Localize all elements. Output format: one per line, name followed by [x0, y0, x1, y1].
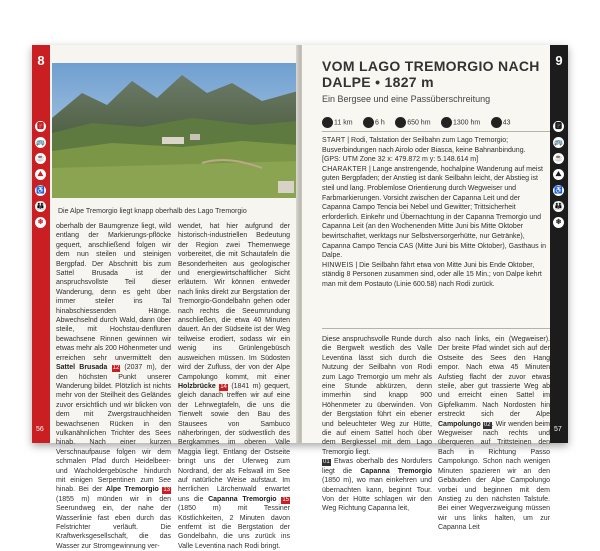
- info-character: CHARAKTER | Lange anstrengende, hochalpine Wanderung auf meist guten Bergpfaden; der Anstieg ist dank Seilbahn leicht, der Abstieg ist steil und lang. Problemlose Orientierung durch Wegweiser und Farbmarkierungen. Vorsicht zwischen der Capanna Leit und der Capanna Campo Tencia bei Nebel und Gewitter; Trittsicherheit erforderlich. Einkehr und Übernachtung in der Capanna Tremorgio und Capanna Leit (an den Wochenenden Mitte Juni bis Mitte Oktober bewirtschaftet, werktags nur Selbstversorgerhütte, nur Getränke), Capanna Campo Tencia CAS (Mitte Juni bis Mitte Oktober), Gasthaus in Dalpe.: [322, 165, 546, 260]
- info-start: START | Rodi, Talstation der Seilbahn zum Lago Tremorgio; Busverbindungen nach Airolo oder Biasca, keine Bahnanbindung.: [322, 137, 526, 154]
- text-column-2: [178, 222, 290, 551]
- waypoint-badge: 02: [483, 421, 491, 428]
- cafe-icon: ☕: [554, 155, 563, 162]
- bus-icon: 🚌: [36, 139, 45, 146]
- paragraph: (1850 m) mit Tessiner Köstlichkeiten, 2 Minuten davon entfernt ist die Bergstation der Gondelbahn, die uns zurück ins Valle Leventina nach Rodi bringt.: [178, 505, 290, 550]
- left-page: [32, 45, 298, 550]
- route-stats: [322, 111, 517, 125]
- landscape-photo: [52, 63, 298, 198]
- photo-caption: Die Alpe Tremorgio liegt knapp oberhalb des Lago Tremorgio: [58, 208, 247, 215]
- paragraph: (1841 m) gequert, gleich danach treffen wir auf eine der Lehrwegtafeln, die uns die Tierwelt sowie den Bau des Stausees von Sambuco näherbringen, der südwestlich des Bergkammes im oberen Valle Maggia liegt. Entlang der Ostseite bringt uns der Uferweg zum Nordrand, der als Felswall im See auf natürliche Weise aufstaut. Im herrlichen Lärchenwald erwartet uns die: [178, 382, 290, 503]
- distance-icon: [322, 117, 333, 128]
- accessibility-icon: ♿: [36, 187, 45, 194]
- waypoint-badge: 13: [163, 487, 171, 494]
- chapter-number: 9: [555, 53, 563, 68]
- open-book: [32, 45, 568, 550]
- mountain-icon: ⛰: [35, 169, 46, 180]
- chapter-tab-left: [32, 45, 50, 443]
- right-page: [302, 45, 568, 532]
- route-title: VOM LAGO TREMORGIO NACH DALPE • 1827 m: [322, 58, 540, 90]
- duration-stat: 6 h: [363, 117, 385, 128]
- text-column-2: [438, 335, 550, 533]
- map-icon: [491, 117, 502, 128]
- ascent-stat: 650 hm: [395, 117, 430, 128]
- map-ref-stat: 43: [491, 117, 511, 128]
- waypoint-badge: 14: [220, 383, 227, 390]
- paragraph: oberhalb der Baumgrenze liegt, wild entlang der Markierungs-pflöcke gequert, anschließend folgen wir dem nun steilen und steinigen Bergpfad. Der Abschnitt bis zum Sattel Brusada ist der anspruchsvollste Teil dieser Wanderung, denn es geht über immer steiler ins Tal hinabschiessenden Hänge. Abwechselnd durch Wald, dann über steile, mit Hochstau-denfluren bewachsene Rinnen gewinnen wir etwas mehr als 200 Höhenmeter und erreichen sehr unvermittelt den: [56, 223, 171, 362]
- chapter-tab-right: [550, 45, 568, 443]
- route-info: [322, 136, 550, 290]
- place-name: Campolungo: [438, 420, 481, 428]
- clock-icon: [363, 117, 374, 128]
- descent-icon: [441, 117, 452, 128]
- paragraph: also nach links, ein (Wegweiser). Der breite Pfad windet sich auf der Ostseite des Sees den Hang empor. Nach etwa 45 Minuten Aufstieg flacht der zuvor etwas steile, aber gut trassierte Weg ab und erreicht einen Sattel im Gipfelkamm. Nach Nordosten hin erstreckt sich der Alpe: [438, 336, 550, 419]
- snow-icon: ❄: [35, 217, 46, 228]
- parking-icon: 🅿: [37, 123, 44, 130]
- text-column-1: [322, 335, 432, 514]
- parking-icon: 🅿: [555, 123, 562, 130]
- descent-stat: 1300 hm: [441, 117, 480, 128]
- info-hint: HINWEIS | Die Seilbahn fährt etwa von Mitte Juni bis Ende Oktober, ständig 8 Personen zusammen sind, oder alle 15 Min.; von Dalpe kehrt man mit dem Postauto (Linie 600.58) nach Rodi zurück.: [322, 261, 542, 288]
- place-name: Capanna Tremorgio: [360, 467, 432, 475]
- waypoint-badge: 01: [323, 459, 330, 466]
- paragraph: wendet, hat hier aufgrund der historisch-industriellen Bedeutung der Region zwei Themenwege vorbereitet, die mit Schautafeln die Besonderheiten aus geologischer und energiewirtschaftlicher Sicht erläutern. Wir können entweder nach links direkt zur Bergstation der Tremorgio-Gondelbahn gehen oder nach rechts die Seeumrundung anschließen, die etwa 40 Minuten dauert. An der Südseite ist der Weg teilweise erodiert, sodass wir ein wenig ins Grünlengebüsch ausweichen müssen. Im Südosten wird der Zufluss, der von der Alpe Campolungo kommt, mit einer: [178, 223, 290, 381]
- bus-icon: 🚌: [554, 139, 563, 146]
- paragraph: Etwas oberhalb des Nordufers liegt die: [322, 458, 432, 475]
- paragraph: . Wir wenden beim Wegweiser nach rechts und überqueren auf Trittsteinen den Bach in Richtung Passo Campolungo. Schon nach wenigen Minuten spazieren wir an den Gebäuden der Alpe Campolungo vorbei und beginnen mit dem Anstieg zu den nächsten Talstufe. Bei einer Wegverzweigung müssen wir uns links halten, um zur Capanna Leit: [438, 420, 551, 532]
- place-name: Capanna Tremorgio: [208, 495, 277, 503]
- paragraph: (1850 m), wo man einkehren und übernachten kann, beginnt Tour. Von der Hütte schlagen wir den Weg Richtung Capanna leit,: [322, 477, 432, 513]
- tab-icon-list: [35, 121, 47, 233]
- divider: [322, 131, 550, 132]
- info-gps: [GPS: UTM Zone 32 x: 479.872 m y: 5.148.614 m]: [322, 156, 479, 164]
- distance-stat: 11 km: [322, 117, 353, 128]
- route-subtitle: Ein Bergsee und eine Passüberschreitung: [322, 94, 491, 104]
- family-icon: 👪: [554, 203, 563, 210]
- chapter-number: 8: [37, 53, 45, 68]
- place-name: Holzbrücke: [178, 382, 216, 390]
- ascent-icon: [395, 117, 406, 128]
- family-icon: 👪: [36, 203, 45, 210]
- mountain-icon: ⛰: [553, 169, 564, 180]
- page-number: 56: [36, 426, 44, 433]
- page-number: 57: [554, 426, 562, 433]
- waypoint-badge: 12: [112, 365, 120, 372]
- tab-icon-list: [553, 121, 565, 233]
- paragraph: (1855 m) münden wir in den Seerundweg ein, der nahe der Wasserlinie fast eben durch das Felstrichter verläuft. Die Kraftwerksgesellschaft, die das Wasser zur Stromgewinnung ver-: [56, 495, 171, 550]
- waypoint-badge: 15: [282, 496, 289, 503]
- paragraph: (2037 m), der den höchsten Punkt unserer Wanderung bildet. Plötzlich ist nichts mehr von der Steilheit des Geländes zuvor ersichtlich und wir blicken von dem mit Zwergstrauchheiden bewachsenen Rücken in den vulkanähnlichen Trichter des Sees hinab. Nach einer kurzen Verschnaufpause folgen wir dem schmalen Pfad durch Heidelbeer- und Wacholdergebüsche hindurch mit einigen Serpentinen zum See hinab. Bei der: [56, 364, 171, 494]
- accessibility-icon: ♿: [554, 187, 563, 194]
- cafe-icon: ☕: [36, 155, 45, 162]
- paragraph: Diese anspruchsvolle Runde durch die Bergwelt westlich des Valle Leventina lässt sich durch die Nutzung der Seilbahn von Rodi zum Lago Tremorgio um mehr als eine Stunde abkürzen, denn immerhin sind knapp 900 Höhenmeter zu überwinden. Von der Bergstation führt ein ebener und beleuchteter Weg zur Hütte, die auf einem Sattel hoch über dem Bergkessel mit dem Lago Tremorgio liegt.: [322, 336, 432, 456]
- place-name: Sattel Brusada: [56, 364, 108, 372]
- divider: [322, 328, 550, 329]
- snow-icon: ❄: [553, 217, 564, 228]
- place-name: Alpe Tremorgio: [105, 486, 159, 494]
- text-column-1: [56, 222, 171, 551]
